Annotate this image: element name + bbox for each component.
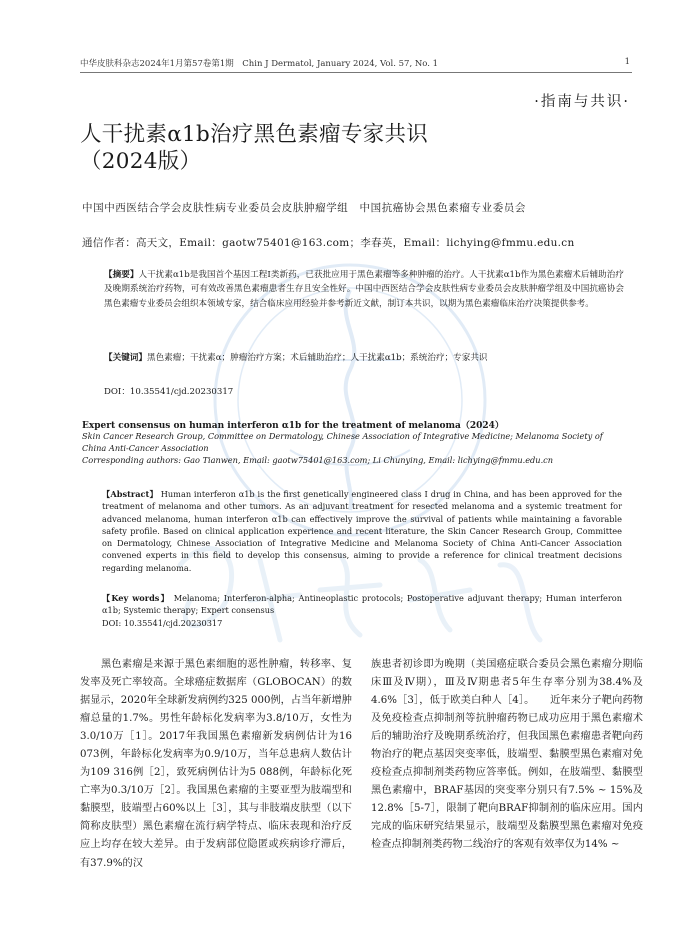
header-rule (80, 72, 632, 73)
running-header (80, 57, 630, 69)
en-keywords (102, 592, 622, 617)
cn-keywords-text: 黑色素瘤；干扰素α；肿瘤治疗方案；术后辅助治疗；人干扰素α1b；系统治疗；专家共识 (146, 353, 488, 363)
page-number: 1 (624, 57, 630, 67)
column-tag: ·指南与共识· (534, 94, 630, 110)
en-keywords-label: 【Key words】 (102, 593, 170, 603)
en-keywords-text: Melanoma; Interferon-alpha; Antineoplastic protocols; Postoperative adjuvant therapy; Human interferon α1b; Systemic therapy; Expert consensus (102, 593, 622, 616)
cn-keywords (104, 351, 624, 365)
en-authors: Skin Cancer Research Group, Committee on Dermatology, Chinese Association of Integrative Medicine; Melanoma Society of China Anti-Cancer Association (82, 431, 603, 453)
cn-abstract-label: 【摘要】 (104, 270, 139, 280)
author-groups: 中国中西医结合学会皮肤性病专业委员会皮肤肿瘤学组 中国抗癌协会黑色素瘤专业委员会 (82, 202, 526, 214)
en-title: Expert consensus on human interferon α1b for the treatment of melanoma（2024） (82, 421, 504, 431)
body-column-left: 黑色素瘤是来源于黑色素细胞的恶性肿瘤，转移率、复发率及死亡率较高。全球癌症数据库（GLOBOCAN）的数据显示，2020年全球新发病例约325 000例，占当年新增肿瘤总量的1.7%。男性年龄标化发病率为3.8/10万，女性为3.0/10万［1］。2017年我国黑色素瘤新发病例估计为16 073例，年龄标化发病率为0.9/10万，当年总患病人数估计为109 316例［2］，致死病例估计为5 088例，年龄标化死亡率为0.3/10万［2］。我国黑色素瘤的主要亚型为肢端型和黏膜型，肢端型占60%以上［3］，其与非肢端皮肤型（以下简称皮肤型）黑色素瘤在流行病学特点、临床表现和治疗反应上均存在较大差异。由于发病部位隐匿或疾病诊疗滞后，有37.9%的汉 (80, 659, 352, 869)
en-correspondence: Corresponding authors: Gao Tianwen, Email: gaotw75401@163.com; Li Chunying, Email: lichying@fmmu.edu.cn (82, 454, 554, 465)
en-meta (82, 431, 622, 466)
title-line-2: （2024版） (80, 149, 202, 174)
correspondence: 通信作者：高天文，Email：gaotw75401@163.com；李春英，Email：lichying@fmmu.edu.cn (82, 237, 575, 249)
en-abstract-label: 【Abstract】 (102, 489, 158, 499)
en-abstract-text: Human interferon α1b is the first genetically engineered class Ⅰ drug in China, and has been approved for the treatment of melanoma and other tumors. As an adjuvant treatment for resected melanoma and a systemic treatment for advanced melanoma, human interferon α1b can effectively improve the survival of patients while maintaining a favorable safety profile. Based on clinical application experience and recent literature, the Skin Cancer Research Group, Committee on Dermatology, Chinese Association of Integrative Medicine and Melanoma Society of China Anti-Cancer Association convened experts in this field to develop this consensus, aiming to provide a reference for clinical treatment decisions regarding melanoma. (102, 489, 623, 573)
en-abstract (102, 488, 622, 574)
cn-doi: DOI：10.35541/cjd.20230317 (104, 387, 234, 397)
cn-abstract (104, 268, 624, 311)
article-title (80, 121, 428, 175)
title-line-1: 人干扰素α1b治疗黑色素瘤专家共识 (80, 122, 429, 147)
body-column-right: 族患者初诊即为晚期（美国癌症联合委员会黑色素瘤分期临床Ⅲ及Ⅳ期），Ⅲ及Ⅳ期患者5年生存率分别为38.4%及4.6%［3］，低于欧美白种人［4］。 近年来分子靶向药物及免疫检查点抑制剂等抗肿瘤药物已成功应用于黑色素瘤术后的辅助治疗及晚期系统治疗，但我国黑色素瘤患者靶向药物治疗的靶点基因突变率低，肢端型、黏膜型黑色素瘤对免疫检查点抑制剂类药物应答率低。例如，在肢端型、黏膜型黑色素瘤中，BRAF基因的突变率分别只有7.5% ~ 15%及12.8%［5-7］，限制了靶向BRAF抑制剂的临床应用。国内完成的临床研究结果显示，肢端型及黏膜型黑色素瘤对免疫检查点抑制剂类药物二线治疗的客观有效率仅为14% ~ (371, 659, 643, 851)
en-doi: DOI: 10.35541/cjd.20230317 (102, 618, 223, 628)
running-head-text: 中华皮肤科杂志2024年1月第57卷第1期 Chin J Dermatol, January 2024, Vol. 57, No. 1 (80, 59, 439, 69)
cn-abstract-text: 人干扰素α1b是我国首个基因工程Ⅰ类新药，已获批应用于黑色素瘤等多种肿瘤的治疗。人干扰素α1b作为黑色素瘤术后辅助治疗及晚期系统治疗药物，可有效改善黑色素瘤患者生存且安全性好。中国中西医结合学会皮肤性病专业委员会皮肤肿瘤学组及中国抗癌协会黑色素瘤专业委员会组织本领域专家，结合临床应用经验并参考新近文献，制订本共识，以期为黑色素瘤临床治疗决策提供参考。 (104, 270, 624, 309)
cn-keywords-label: 【关键词】 (104, 353, 147, 363)
